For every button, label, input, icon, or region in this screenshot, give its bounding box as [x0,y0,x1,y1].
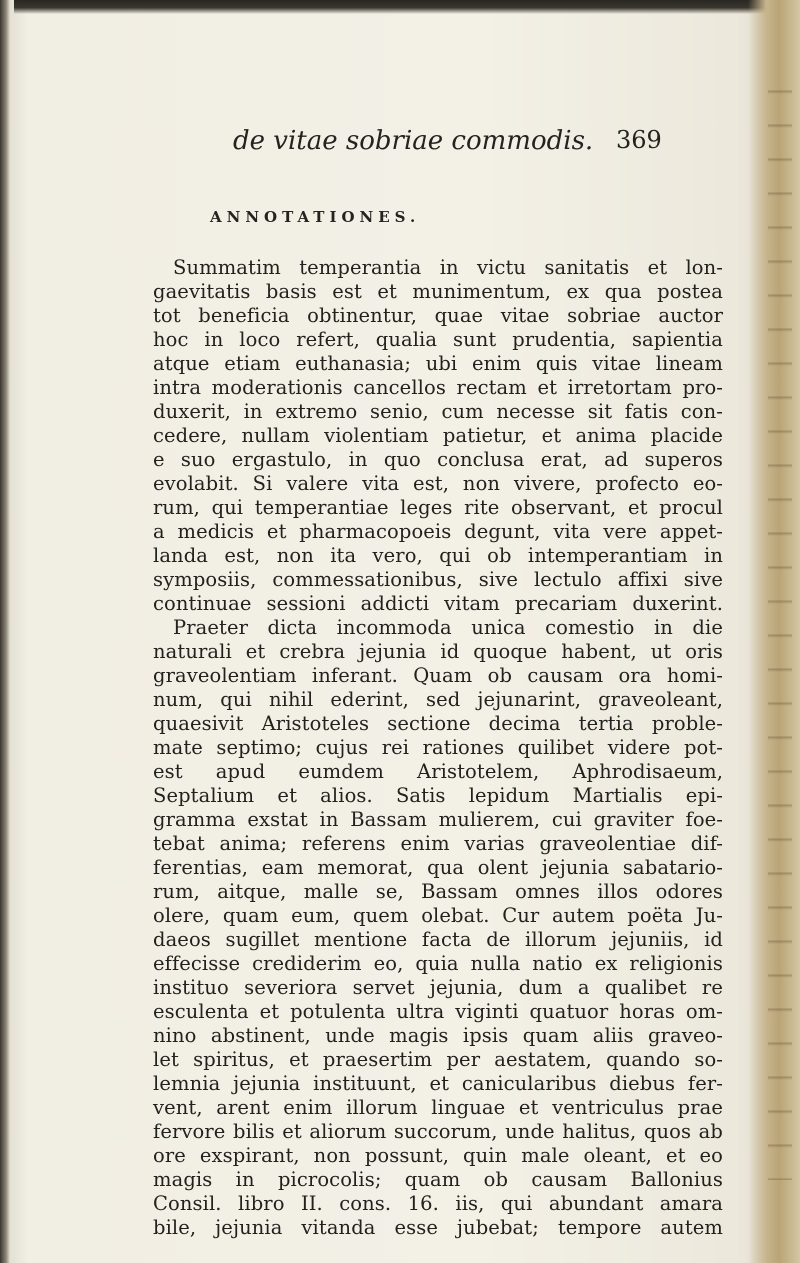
text-line: Septalium et alios. Satis lepidum Martialis epi- [153,784,723,807]
page-number: 369 [616,126,662,154]
text-line: tot beneficia obtinentur, quae vitae sobriae auctor [153,304,723,327]
text-line: num, qui nihil ederint, sed jejunarint, graveoleant, [153,688,723,711]
text-line: naturali et crebra jejunia id quoque habent, ut oris [153,640,723,663]
text-line: gramma exstat in Bassam mulierem, cui graviter foe- [153,808,723,831]
text-line: instituo severiora servet jejunia, dum a qualibet re [153,976,723,999]
text-line: hoc in loco refert, qualia sunt prudentia, sapientia [153,328,723,351]
running-title: de vitae sobriae commodis. [233,126,594,156]
text-line: fervore bilis et aliorum succorum, unde halitus, quos ab [153,1120,723,1143]
text-line: landa est, non ita vero, qui ob intemperantiam in [153,544,723,567]
text-line: cedere, nullam violentiam patietur, et anima placide [153,424,723,447]
running-head [0,126,800,166]
text-line: atque etiam euthanasia; ubi enim quis vitae lineam [153,352,723,375]
body-text [153,256,723,1240]
text-line: ore exspirant, non possunt, quin male oleant, et eo [153,1144,723,1167]
top-edge-shadow [14,0,774,14]
text-line: continuae sessioni addicti vitam precariam duxerint. [153,592,723,615]
text-line: e suo ergastulo, in quo conclusa erat, ad superos [153,448,723,471]
text-line: daeos sugillet mentione facta de illorum jejuniis, id [153,928,723,951]
text-line: esculenta et potulenta ultra viginti quatuor horas om- [153,1000,723,1023]
text-line: graveolentiam inferant. Quam ob causam ora homi- [153,664,723,687]
text-line: duxerit, in extremo senio, cum necesse sit fatis con- [153,400,723,423]
text-line: Praeter dicta incommoda unica comestio in die [173,616,723,639]
text-line: rum, qui temperantiae leges rite observant, et procul [153,496,723,519]
text-line: olere, quam eum, quem olebat. Cur autem poëta Ju- [153,904,723,927]
text-line: bile, jejunia vitanda esse jubebat; tempore autem [153,1216,723,1239]
text-line: est apud eumdem Aristotelem, Aphrodisaeum, [153,760,723,783]
text-line: ferentias, eam memorat, qua olent jejunia sabatario- [153,856,723,879]
text-line: intra moderationis cancellos rectam et irretortam pro- [153,376,723,399]
text-line: magis in picrocolis; quam ob causam Ballonius [153,1168,723,1191]
text-line: mate septimo; cujus rei rationes quilibet videre pot- [153,736,723,759]
section-heading: ANNOTATIONES. [210,208,421,226]
text-line: rum, aitque, malle se, Bassam omnes illos odores [153,880,723,903]
page-edge-marks [768,60,792,1180]
text-line: evolabit. Si valere vita est, non vivere, profecto eo- [153,472,723,495]
text-line: lemnia jejunia instituunt, et canicularibus diebus fer- [153,1072,723,1095]
text-line: Summatim temperantia in victu sanitatis et lon- [173,256,723,279]
text-line: vent, arent enim illorum linguae et ventriculus prae [153,1096,723,1119]
binding-edge-shadow [0,0,10,1263]
text-line: Consil. libro II. cons. 16. iis, qui abundant amara [153,1192,723,1215]
text-line: gaevitatis basis est et munimentum, ex qua postea [153,280,723,303]
text-line: tebat anima; referens enim varias graveolentiae dif- [153,832,723,855]
text-line: nino abstinent, unde magis ipsis quam aliis graveo- [153,1024,723,1047]
text-line: effecisse crediderim eo, quia nulla natio ex religionis [153,952,723,975]
text-line: let spiritus, et praesertim per aestatem, quando so- [153,1048,723,1071]
text-line: symposiis, commessationibus, sive lectulo affixi sive [153,568,723,591]
text-line: a medicis et pharmacopoeis degunt, vita vere appet- [153,520,723,543]
text-line: quaesivit Aristoteles sectione decima tertia proble- [153,712,723,735]
